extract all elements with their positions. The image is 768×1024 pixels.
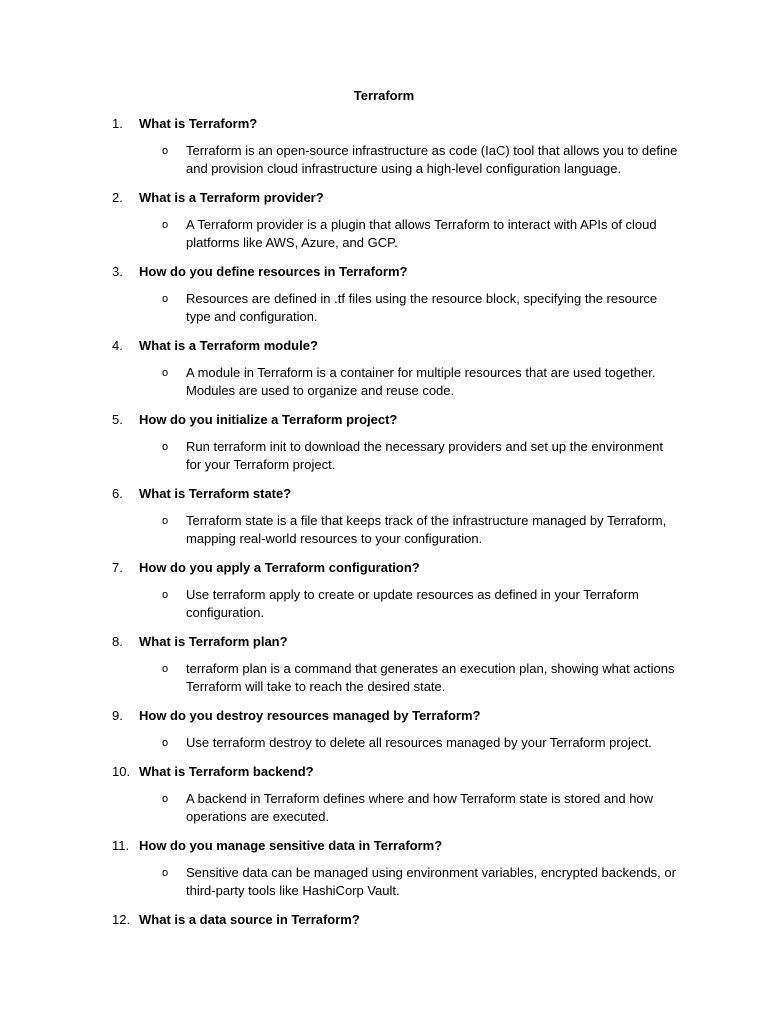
question-row bbox=[0, 411, 768, 429]
hollow-bullet-icon: o bbox=[162, 293, 169, 305]
list-item bbox=[0, 707, 768, 752]
hollow-bullet-icon: o bbox=[162, 219, 169, 231]
hollow-bullet-icon: o bbox=[162, 867, 169, 879]
question-text: What is Terraform? bbox=[139, 116, 258, 131]
hollow-bullet-icon: o bbox=[162, 515, 169, 527]
answer-row bbox=[0, 660, 768, 696]
question-text: What is a Terraform module? bbox=[139, 338, 318, 353]
question-text: What is Terraform plan? bbox=[139, 634, 288, 649]
hollow-bullet-icon: o bbox=[162, 441, 169, 453]
answer-row bbox=[0, 216, 768, 252]
question-text: How do you apply a Terraform configuration? bbox=[139, 560, 420, 575]
question-number: 1. bbox=[112, 116, 123, 131]
answer-text: A module in Terraform is a container for multiple resources that are used together. Modules are used to organize and reuse code. bbox=[186, 365, 656, 398]
question-number: 7. bbox=[112, 560, 123, 575]
list-item bbox=[0, 189, 768, 252]
hollow-bullet-icon: o bbox=[162, 145, 169, 157]
list-item bbox=[0, 559, 768, 622]
answer-text: terraform plan is a command that generates an execution plan, showing what actions Terraform will take to reach the desired state. bbox=[186, 661, 675, 694]
question-text: How do you initialize a Terraform project? bbox=[139, 412, 398, 427]
hollow-bullet-icon: o bbox=[162, 367, 169, 379]
hollow-bullet-icon: o bbox=[162, 737, 169, 749]
question-text: What is Terraform state? bbox=[139, 486, 292, 501]
question-text: How do you manage sensitive data in Terraform? bbox=[139, 838, 443, 853]
question-number: 9. bbox=[112, 708, 123, 723]
question-text: What is Terraform backend? bbox=[139, 764, 314, 779]
question-number: 6. bbox=[112, 486, 123, 501]
question-text: How do you destroy resources managed by Terraform? bbox=[139, 708, 481, 723]
list-item bbox=[0, 263, 768, 326]
answer-text: Terraform is an open-source infrastructure as code (IaC) tool that allows you to define and provision cloud infrastructure using a high-level configuration language. bbox=[186, 143, 678, 176]
question-row bbox=[0, 189, 768, 207]
question-row bbox=[0, 559, 768, 577]
list-item bbox=[0, 763, 768, 826]
answer-row bbox=[0, 734, 768, 752]
question-row bbox=[0, 633, 768, 651]
answer-row bbox=[0, 586, 768, 622]
hollow-bullet-icon: o bbox=[162, 663, 169, 675]
question-number: 10. bbox=[112, 764, 131, 779]
list-item bbox=[0, 115, 768, 178]
answer-text: Use terraform destroy to delete all resources managed by your Terraform project. bbox=[186, 735, 652, 750]
question-list bbox=[0, 115, 768, 940]
answer-text: Use terraform apply to create or update resources as defined in your Terraform configuration. bbox=[186, 587, 639, 620]
answer-row bbox=[0, 864, 768, 900]
question-row bbox=[0, 707, 768, 725]
question-number: 12. bbox=[112, 912, 131, 927]
answer-row bbox=[0, 290, 768, 326]
answer-row bbox=[0, 512, 768, 548]
question-number: 11. bbox=[112, 838, 130, 853]
answer-text: A backend in Terraform defines where and how Terraform state is stored and how operations are executed. bbox=[186, 791, 654, 824]
question-row bbox=[0, 763, 768, 781]
answer-text: A Terraform provider is a plugin that allows Terraform to interact with APIs of cloud platforms like AWS, Azure, and GCP. bbox=[186, 217, 657, 250]
question-number: 2. bbox=[112, 190, 123, 205]
document-title: Terraform bbox=[353, 88, 415, 103]
answer-row bbox=[0, 142, 768, 178]
hollow-bullet-icon: o bbox=[162, 589, 169, 601]
question-row bbox=[0, 115, 768, 133]
list-item bbox=[0, 411, 768, 474]
answer-text: Resources are defined in .tf files using the resource block, specifying the resource type and configuration. bbox=[186, 291, 658, 324]
question-number: 4. bbox=[112, 338, 123, 353]
answer-row bbox=[0, 790, 768, 826]
list-item bbox=[0, 911, 768, 929]
question-text: What is a data source in Terraform? bbox=[139, 912, 360, 927]
question-row bbox=[0, 911, 768, 929]
question-number: 8. bbox=[112, 634, 123, 649]
question-number: 5. bbox=[112, 412, 123, 427]
answer-text: Sensitive data can be managed using environment variables, encrypted backends, or third-party tools like HashiCorp Vault. bbox=[186, 865, 676, 898]
answer-text: Run terraform init to download the necessary providers and set up the environment for your Terraform project. bbox=[186, 439, 663, 472]
list-item bbox=[0, 837, 768, 900]
question-row bbox=[0, 263, 768, 281]
answer-row bbox=[0, 364, 768, 400]
hollow-bullet-icon: o bbox=[162, 793, 169, 805]
question-text: How do you define resources in Terraform? bbox=[139, 264, 408, 279]
list-item bbox=[0, 633, 768, 696]
answer-text: Terraform state is a file that keeps track of the infrastructure managed by Terraform, mapping real-world resources to your configuration. bbox=[186, 513, 667, 546]
list-item bbox=[0, 337, 768, 400]
question-text: What is a Terraform provider? bbox=[139, 190, 324, 205]
question-number: 3. bbox=[112, 264, 123, 279]
question-row bbox=[0, 837, 768, 855]
list-item bbox=[0, 485, 768, 548]
answer-row bbox=[0, 438, 768, 474]
question-row bbox=[0, 337, 768, 355]
question-row bbox=[0, 485, 768, 503]
